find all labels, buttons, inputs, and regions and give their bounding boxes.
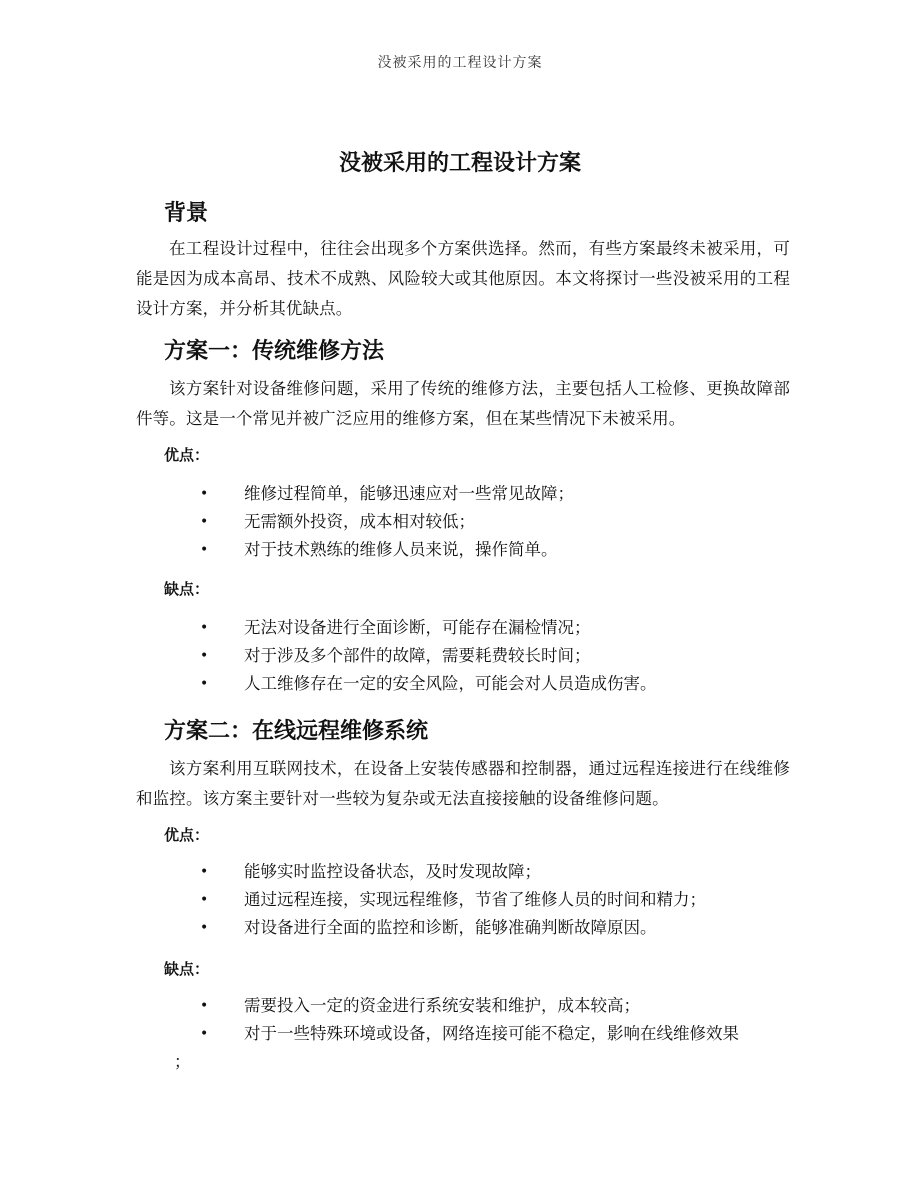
list-item-text: 人工维修存在一定的安全风险，可能会对人员造成伤害。 bbox=[244, 674, 657, 693]
list-item-text: 需要投入一定的资金进行系统安装和维护，成本较高； bbox=[244, 996, 640, 1015]
bullet-icon: • bbox=[200, 620, 209, 636]
list-item-text: 对于涉及多个部件的故障，需要耗费较长时间； bbox=[244, 646, 591, 665]
paragraph-plan-1 bbox=[136, 374, 790, 434]
list-item-text: 对于技术熟练的维修人员来说，操作简单。 bbox=[244, 540, 558, 559]
list-item-text: 无需额外投资，成本相对较低； bbox=[244, 512, 475, 531]
list-item-text: 无法对设备进行全面诊断，可能存在漏检情况； bbox=[244, 618, 591, 637]
list-item-text: 维修过程简单，能够迅速应对一些常见故障； bbox=[244, 484, 574, 503]
list-item-text: 通过远程连接，实现远程维修，节省了维修人员的时间和精力； bbox=[244, 890, 706, 909]
list-item-text: 对于一些特殊环境或设备，网络连接可能不稳定，影响在线维修效果 bbox=[244, 1024, 739, 1043]
paragraph-line: 用，可能是因为成本高昂、技术不成熟、风险较大或其他原因。本文将探讨一些没 bbox=[136, 239, 790, 288]
heading-plan-2: 方案二：在线远程维修系统 bbox=[164, 719, 429, 744]
heading-background: 背景 bbox=[164, 201, 209, 226]
heading-plan-1: 方案一：传统维修方法 bbox=[164, 339, 385, 364]
list-item-text: 对设备进行全面的监控和诊断，能够准确判断故障原因。 bbox=[244, 918, 657, 937]
plan-1-pros-label: 优点： bbox=[164, 446, 210, 464]
bullet-icon: • bbox=[200, 998, 209, 1014]
paragraph-line: 故障部件等。这是一个常见并被广泛应用的维修方案，但在某些情况下未被采用。 bbox=[136, 379, 790, 428]
bullet-icon: • bbox=[200, 486, 209, 502]
bullet-icon: • bbox=[200, 648, 209, 664]
list-item-trailing-punctuation: ； bbox=[174, 1052, 191, 1071]
plan-2-pros-label: 优点： bbox=[164, 826, 210, 844]
bullet-icon: • bbox=[200, 892, 209, 908]
paragraph-line: 在工程设计过程中，往往会出现多个方案供选择。然而，有些方案最终未被采 bbox=[169, 239, 740, 258]
running-header: 没被采用的工程设计方案 bbox=[377, 55, 543, 71]
paragraph-line: 该方案针对设备维修问题，采用了传统的维修方法，主要包括人工检修、更换 bbox=[169, 379, 740, 398]
plan-1-cons-label: 缺点： bbox=[164, 580, 210, 598]
paragraph-plan-2 bbox=[136, 754, 790, 814]
plan-2-cons-label: 缺点： bbox=[164, 960, 210, 978]
bullet-icon: • bbox=[200, 864, 209, 880]
paragraph-line: 被采用的工程设计方案，并分析其优缺点。 bbox=[136, 269, 790, 318]
list-item-text: 能够实时监控设备状态，及时发现故障； bbox=[244, 862, 541, 881]
paragraph-line: 该方案利用互联网技术，在设备上安装传感器和控制器，通过远程连接进行在 bbox=[169, 759, 740, 778]
bullet-icon: • bbox=[200, 920, 209, 936]
paragraph-line: 线维修和监控。该方案主要针对一些较为复杂或无法直接接触的设备维修问题。 bbox=[136, 759, 790, 808]
bullet-icon: • bbox=[200, 1026, 209, 1042]
bullet-icon: • bbox=[200, 542, 209, 558]
paragraph-background bbox=[136, 234, 790, 324]
document-title: 没被采用的工程设计方案 bbox=[338, 151, 581, 176]
bullet-icon: • bbox=[200, 514, 209, 530]
bullet-icon: • bbox=[200, 676, 209, 692]
